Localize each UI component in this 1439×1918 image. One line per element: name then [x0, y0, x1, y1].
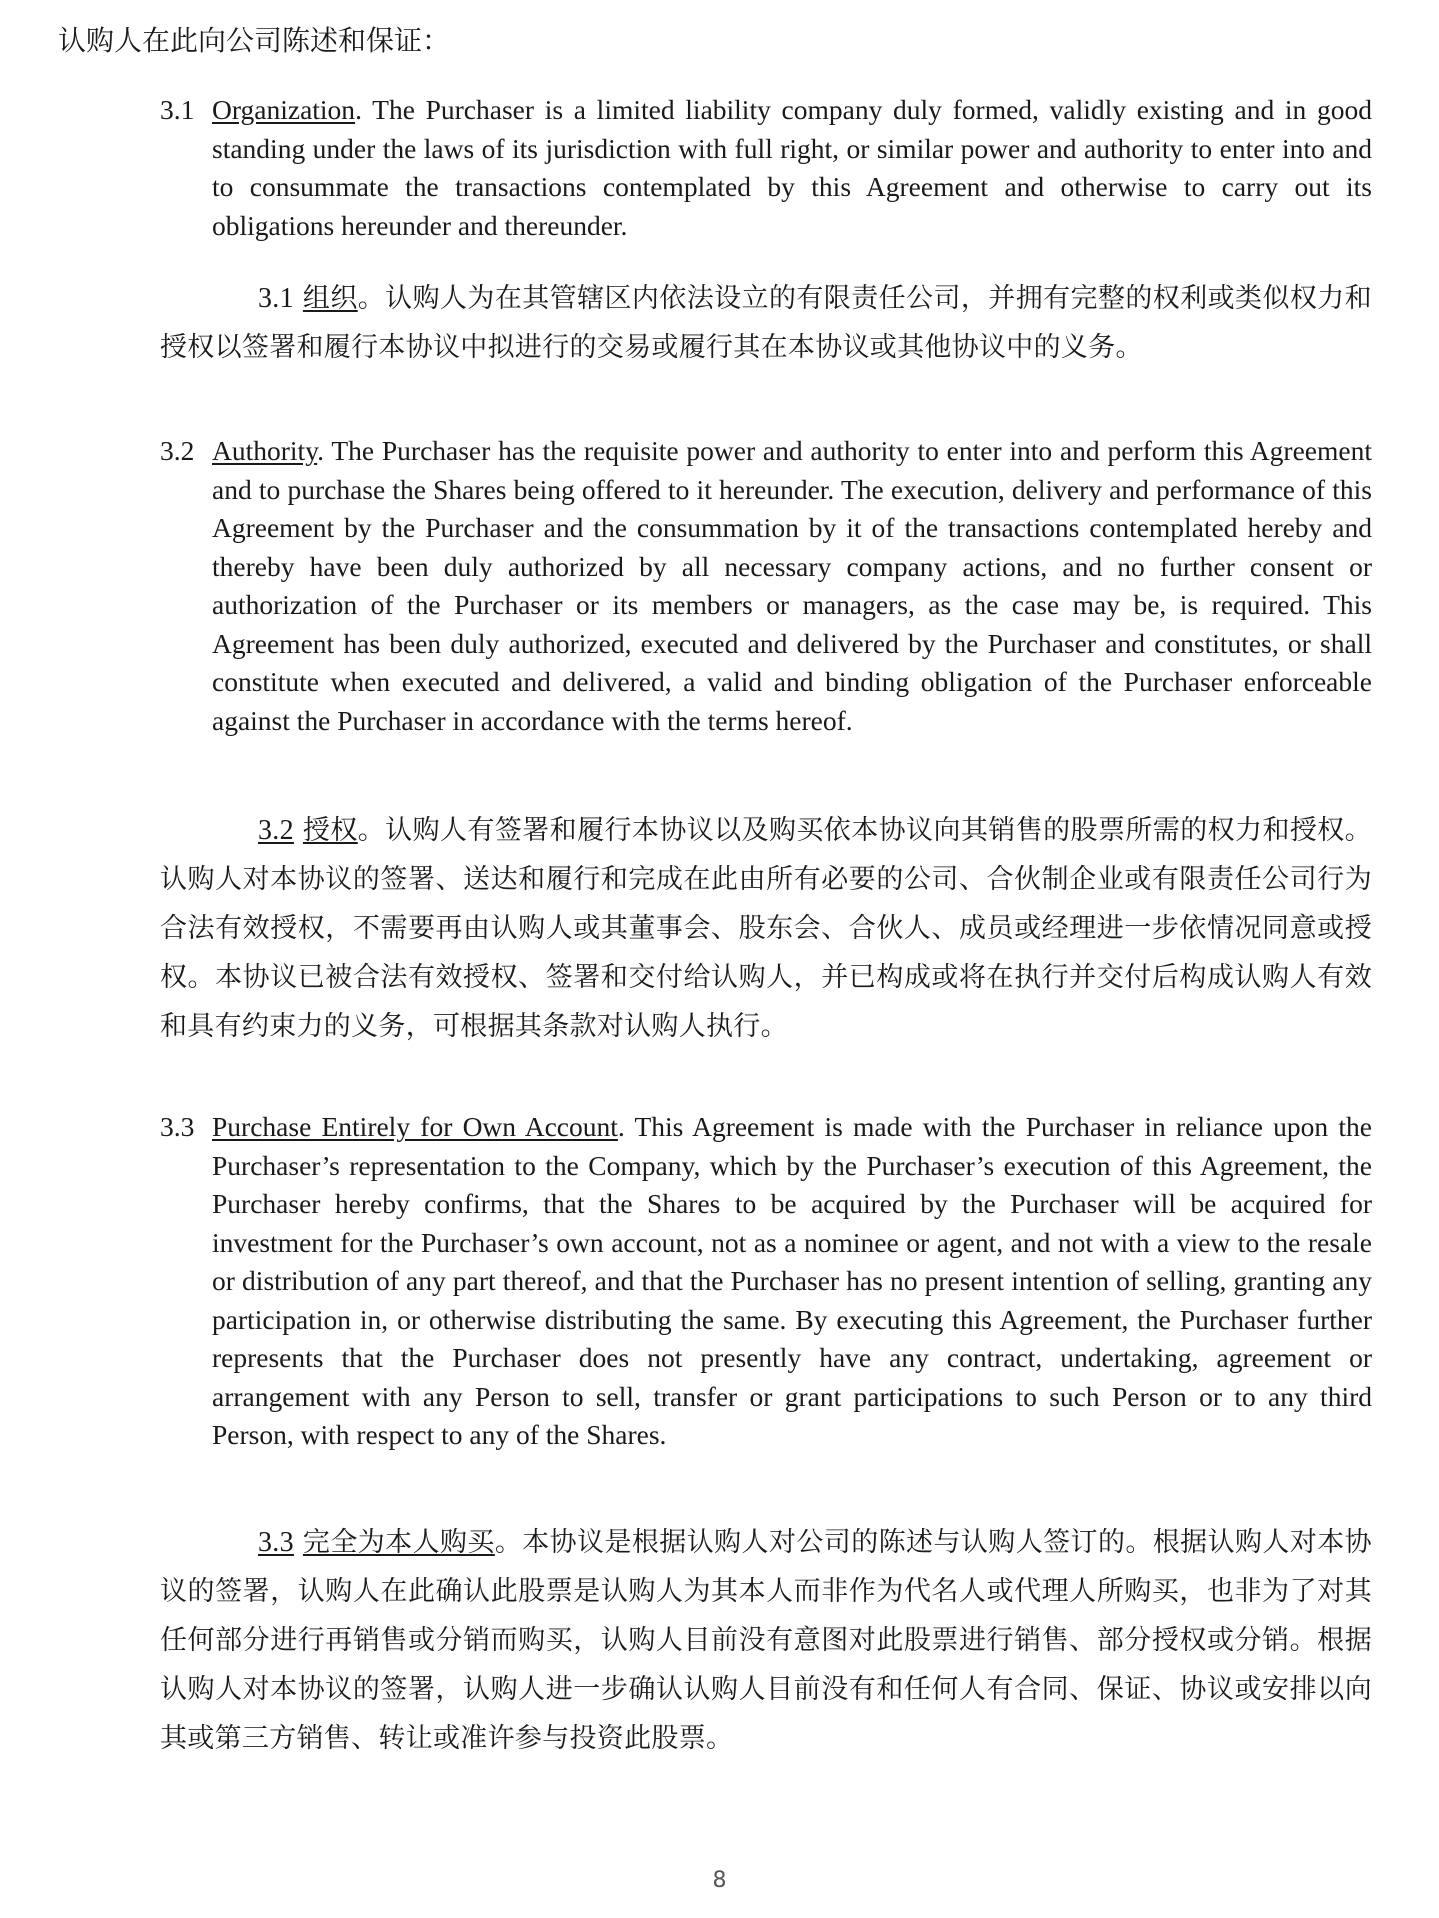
- zh-section-heading: 授权: [302, 815, 358, 846]
- zh-section-heading: 完全为本人购买: [302, 1527, 495, 1558]
- section-number: 3.1: [160, 94, 195, 125]
- zh-section-number: 3.2: [258, 815, 294, 846]
- section-3-1-chinese: [160, 274, 1372, 372]
- section-3-2-chinese: [160, 806, 1372, 1051]
- zh-section-number: 3.3: [258, 1527, 294, 1558]
- section-number: 3.2: [160, 435, 195, 466]
- section-number: 3.3: [160, 1111, 195, 1142]
- zh-section-text: 。认购人有签署和履行本协议以及购买依本协议向其销售的股票所需的权力和授权。认购人对本协议的签署、送达和履行和完成在此由所有必要的公司、合伙制企业或有限责任公司行为合法有效授权，不需要再由认购人或其董事会、股东会、合伙人、成员或经理进一步依情况同意或授权。本协议已被合法有效授权、签署和交付给认购人，并已构成或将在执行并交付后构成认购人有效和具有约束力的义务，可根据其条款对认购人执行。: [160, 815, 1372, 1042]
- section-heading: Authority: [212, 435, 318, 466]
- section-body: [212, 432, 1372, 740]
- section-body: [212, 91, 1372, 245]
- page-number: 8: [712, 1868, 727, 1893]
- section-3-3-chinese: [160, 1518, 1372, 1763]
- zh-section-heading: 组织: [302, 283, 358, 314]
- zh-section-text: 。认购人为在其管辖区内依法设立的有限责任公司，并拥有完整的权利或类似权力和授权以签署和履行本协议中拟进行的交易或履行其在本协议或其他协议中的义务。: [160, 283, 1372, 363]
- section-text: . This Agreement is made with the Purchaser in reliance upon the Purchaser’s representation to the Company, which by the Purchaser’s execution of this Agreement, the Purchaser hereby confirms, that the Shares to be acquired by the Purchaser will be acquired for investment for the Purchaser’s own account, not as a nominee or agent, and not with a view to the resale or distribution of any part thereof, and that the Purchaser has no present intention of selling, granting any participation in, or otherwise distributing the same. By executing this Agreement, the Purchaser further represents that the Purchaser does not presently have any contract, undertaking, agreement or arrangement with any Person to sell, transfer or grant participations to such Person or to any third Person, with respect to any of the Shares.: [212, 1111, 1372, 1450]
- section-text: . The Purchaser is a limited liability company duly formed, validly existing and in good standing under the laws of its jurisdiction with full right, or similar power and authority to enter into and to consummate the transactions contemplated by this Agreement and otherwise to carry out its obligations hereunder and thereunder.: [212, 94, 1372, 241]
- intro-text: 认购人在此向公司陈述和保证：: [58, 24, 451, 57]
- section-heading: Purchase Entirely for Own Account: [212, 1111, 618, 1142]
- section-3-3-english: [160, 1108, 1372, 1455]
- section-body: [212, 1108, 1372, 1455]
- section-3-1-english: [160, 91, 1372, 245]
- section-3-2-english: [160, 432, 1372, 740]
- section-heading: Organization: [212, 94, 356, 125]
- zh-section-text: 。本协议是根据认购人对公司的陈述与认购人签订的。根据认购人对本协议的签署，认购人在此确认此股票是认购人为其本人而非作为代名人或代理人所购买，也非为了对其任何部分进行再销售或分销而购买，认购人目前没有意图对此股票进行销售、部分授权或分销。根据认购人对本协议的签署，认购人进一步确认认购人目前没有和任何人有合同、保证、协议或安排以向其或第三方销售、转让或准许参与投资此股票。: [160, 1527, 1372, 1754]
- section-text: . The Purchaser has the requisite power and authority to enter into and perform this Agreement and to purchase the Shares being offered to it hereunder. The execution, delivery and performance of this Agreement by the Purchaser and the consummation by it of the transactions contemplated hereby and thereby have been duly authorized by all necessary company actions, and no further consent or authorization of the Purchaser or its members or managers, as the case may be, is required. This Agreement has been duly authorized, executed and delivered by the Purchaser and constitutes, or shall constitute when executed and delivered, a valid and binding obligation of the Purchaser enforceable against the Purchaser in accordance with the terms hereof.: [212, 435, 1372, 736]
- zh-section-number: 3.1: [258, 283, 294, 314]
